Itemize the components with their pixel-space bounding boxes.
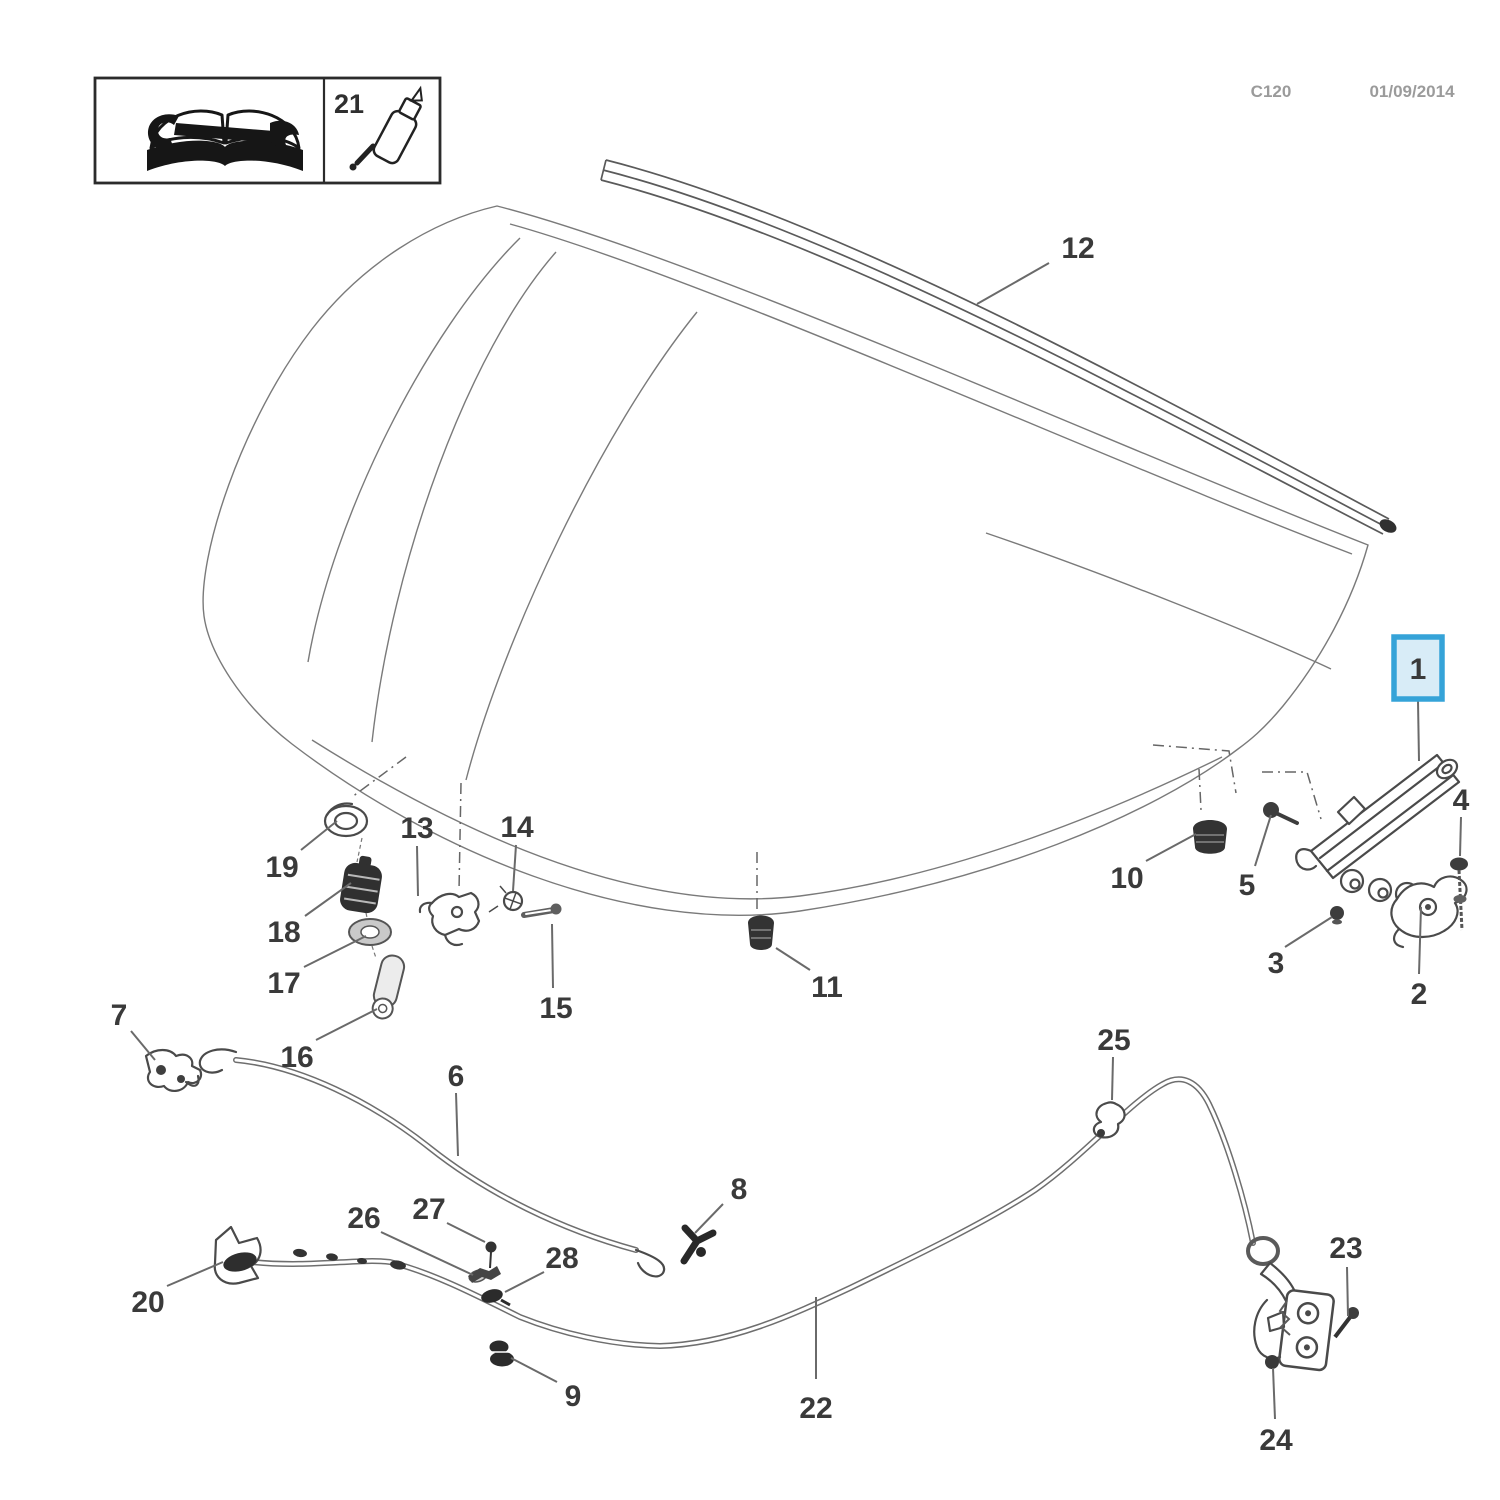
- leader-line-9: [511, 1358, 557, 1382]
- grommet-part19: [325, 803, 367, 836]
- leader-line-24: [1273, 1368, 1275, 1419]
- part-label-24[interactable]: 24: [1259, 1423, 1293, 1457]
- leader-line-6: [456, 1093, 458, 1156]
- part-label-15[interactable]: 15: [539, 991, 573, 1025]
- leader-line-15: [552, 924, 553, 988]
- latch-nut-part24: [1265, 1355, 1279, 1369]
- cable-clip-part25: [1094, 1102, 1125, 1137]
- leader-line-20: [167, 1262, 223, 1286]
- diagram-date: 01/09/2014: [1369, 82, 1455, 101]
- hood-rear-edge-line: [510, 224, 1352, 554]
- leader-line-19: [301, 821, 337, 850]
- part-label-11[interactable]: 11: [811, 970, 843, 1004]
- leader-line-7: [131, 1031, 155, 1060]
- hood-crease-center: [466, 312, 697, 780]
- part-label-16[interactable]: 16: [280, 1040, 314, 1074]
- leader-line-3: [1285, 917, 1332, 947]
- hood-panel: [203, 206, 1368, 915]
- bumper-part10: [1193, 820, 1227, 854]
- part-label-5[interactable]: 5: [1238, 868, 1256, 902]
- part-label-8[interactable]: 8: [730, 1172, 748, 1206]
- part-label-12[interactable]: 12: [1061, 231, 1095, 265]
- hood-front-lip-line: [312, 740, 1222, 899]
- leader-line-8: [695, 1204, 723, 1233]
- rod-clip-part7: [146, 1050, 201, 1091]
- part-label-4[interactable]: 4: [1452, 783, 1470, 817]
- part-label-7[interactable]: 7: [110, 998, 128, 1032]
- leader-line-13: [417, 846, 418, 896]
- legend-box: [95, 78, 440, 183]
- part-label-26[interactable]: 26: [347, 1201, 381, 1235]
- part-label-25[interactable]: 25: [1097, 1023, 1131, 1057]
- part-label-2[interactable]: 2: [1410, 977, 1428, 1011]
- hood-crease-left-1: [308, 238, 520, 662]
- part-label-9[interactable]: 9: [564, 1379, 582, 1413]
- leader-line-11: [776, 948, 810, 970]
- hood-seal-strip: [601, 160, 1399, 536]
- part-label-3[interactable]: 3: [1267, 946, 1285, 980]
- bumper-part11: [748, 916, 774, 951]
- part-label-22[interactable]: 22: [799, 1391, 833, 1425]
- leader-line-5: [1255, 815, 1271, 866]
- part-label-10[interactable]: 10: [1110, 861, 1144, 895]
- header: [1251, 82, 1455, 101]
- part-label-1[interactable]: 1: [1409, 652, 1427, 686]
- rod-end-part8: [684, 1228, 713, 1261]
- leader-line-4: [1460, 817, 1461, 856]
- pin-part15: [524, 904, 562, 916]
- leader-line-10: [1146, 834, 1196, 861]
- leader-line-25: [1112, 1057, 1113, 1100]
- part-label-28[interactable]: 28: [545, 1241, 579, 1275]
- part-label-6[interactable]: 6: [447, 1059, 465, 1093]
- leader-line-16: [316, 1009, 377, 1040]
- part-label-17[interactable]: 17: [267, 966, 301, 1000]
- part-label-13[interactable]: 13: [400, 811, 434, 845]
- diagram-code: C120: [1250, 82, 1292, 101]
- spring-bumper-part18: [338, 853, 384, 914]
- hood-crease-right: [986, 533, 1331, 669]
- grommet-part9: [490, 1341, 515, 1367]
- leader-line-1: [1418, 701, 1419, 761]
- leader-line-17: [304, 936, 366, 967]
- release-handle-part20: [215, 1227, 261, 1284]
- catch-bracket-part13: [420, 893, 479, 945]
- part-label-19[interactable]: 19: [265, 850, 299, 884]
- part-label-27[interactable]: 27: [412, 1192, 446, 1226]
- legend-part-number: 21: [333, 89, 365, 119]
- leader-line-27: [447, 1223, 485, 1242]
- hood-hinge-assembly: [1263, 755, 1468, 947]
- leader-line-28: [505, 1272, 544, 1292]
- leader-line-23: [1347, 1267, 1348, 1316]
- hood-outline: [203, 206, 1368, 915]
- hood-crease-left-2: [372, 252, 556, 742]
- rubber-bumpers: [748, 820, 1227, 950]
- part-label-23[interactable]: 23: [1329, 1231, 1363, 1265]
- part-label-18[interactable]: 18: [267, 915, 301, 949]
- leader-line-12: [977, 263, 1049, 304]
- part-label-20[interactable]: 20: [131, 1285, 165, 1319]
- screw-part14: [489, 886, 525, 913]
- screw-part27: [486, 1242, 497, 1269]
- part-label-14[interactable]: 14: [500, 810, 534, 844]
- reference-lines: [352, 745, 1321, 911]
